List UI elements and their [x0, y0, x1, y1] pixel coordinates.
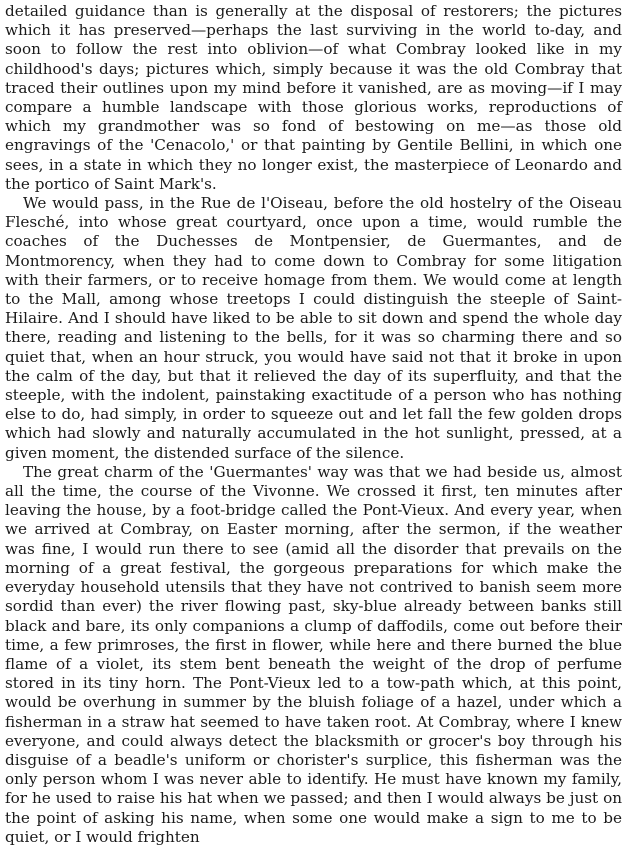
- paragraph-2: We would pass, in the Rue de l'Oiseau, before the old hostelry of the Oiseau Flesché, into whose great courtyard, once upon a time, would rumble the coaches of the Duchesses de Montpensier, de Guermantes, and de Montmorency, when they had to come down to Combray for some litigation with their farmers, or to receive homage from them. We would come at length to the Mall, among whose treetops I could distinguish the steeple of Saint-Hilaire. And I should have liked to be able to sit down and spend the whole day there, reading and listening to the bells, for it was so charming there and so quiet that, when an hour struck, you would have said not that it broke in upon the calm of the day, but that it relieved the day of its superfluity, and that the steeple, with the indolent, painstaking exactitude of a person who has nothing else to do, had simply, in order to squeeze out and let fall the few golden drops which had slowly and naturally accumulated in the hot sunlight, pressed, at a given moment, the distended surface of the silence.: [5, 194, 622, 462]
- paragraph-1: detailed guidance than is generally at the disposal of restorers; the pictures which it has preserved—perhaps the last surviving in the world to-day, and soon to follow the rest into oblivion—of what Combray looked like in my childhood's days; pictures which, simply because it was the old Combray that traced their outlines upon my mind before it vanished, are as moving—if I may compare a humble landscape with those glorious works, reproductions of which my grandmother was so fond of bestowing on me—as those old engravings of the 'Cenacolo,' or that painting by Gentile Bellini, in which one sees, in a state in which they no longer exist, the masterpiece of Leonardo and the portico of Saint Mark's.: [5, 2, 622, 193]
- paragraph-3: The great charm of the 'Guermantes' way was that we had beside us, almost all the time, the course of the Vivonne. We crossed it first, ten minutes after leaving the house, by a foot-bridge called the Pont-Vieux. And every year, when we arrived at Combray, on Easter morning, after the sermon, if the weather was fine, I would run there to see (amid all the disorder that prevails on the morning of a great festival, the gorgeous preparations for which make the everyday household utensils that they have not contrived to banish seem more sordid than ever) the river flowing past, sky-blue already between banks still black and bare, its only companions a clump of daffodils, come out before their time, a few primroses, the first in flower, while here and there burned the blue flame of a violet, its stem bent beneath the weight of the drop of perfume stored in its tiny horn. The Pont-Vieux led to a tow-path which, at this point, would be overhung in summer by the bluish foliage of a hazel, under which a fisherman in a straw hat seemed to have taken root. At Combray, where I knew everyone, and could always detect the blacksmith or grocer's boy through his disguise of a beadle's uniform or chorister's surplice, this fisherman was the only person whom I was never able to identify. He must have known my family, for he used to raise his hat when we passed; and then I would always be just on the point of asking his name, when some one would make a sign to me to be quiet, or I would frighten: [5, 462, 622, 846]
